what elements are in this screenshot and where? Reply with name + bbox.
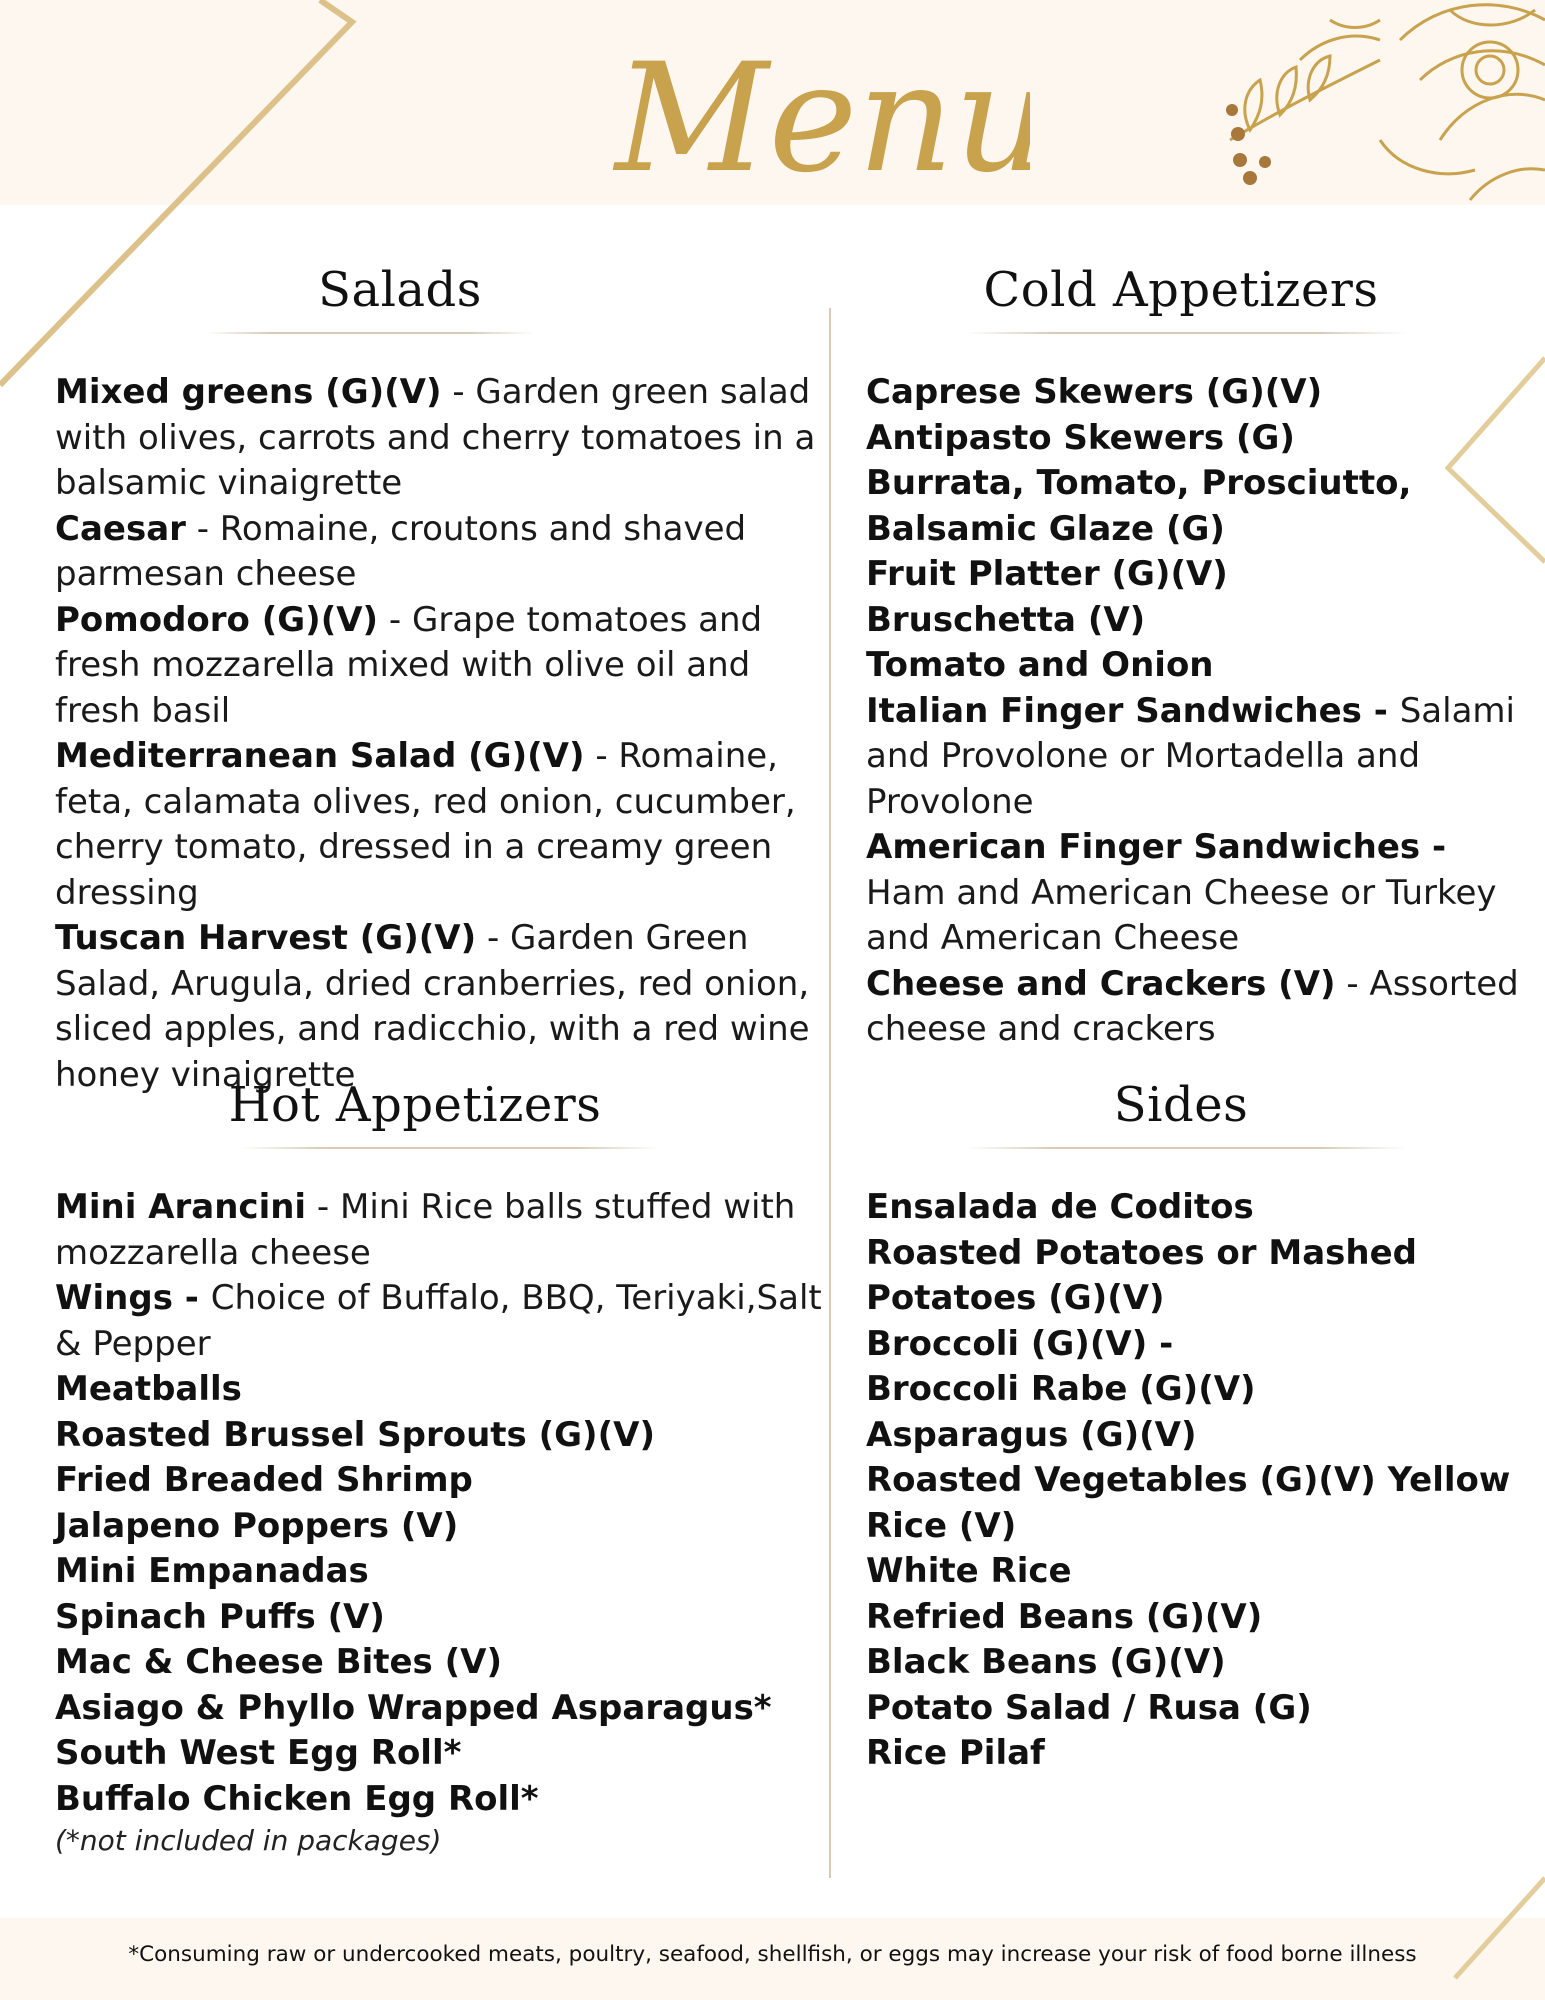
menu-item-name: Italian Finger Sandwiches - [866,690,1400,731]
menu-item-name: Mediterranean Salad (G)(V) [55,736,585,776]
menu-item [866,1549,1526,1595]
menu-item [55,1458,825,1504]
menu-item-name: Caesar [55,508,186,549]
menu-item [55,1595,825,1641]
hot-appetizers-list [55,1185,825,1822]
menu-item [866,643,1526,689]
menu-item [866,1640,1526,1686]
menu-item [866,416,1526,462]
menu-item-description: - Mini Rice balls stuffed with mozzarella cheese [55,1187,796,1273]
menu-item [55,598,825,735]
menu-title [610,30,1030,280]
menu-item [55,1413,825,1459]
menu-item-name: Jalapeno Poppers (V) [55,1505,459,1546]
cold-appetizers-list [866,370,1526,1053]
menu-item [55,1640,825,1686]
menu-item-name: Roasted Vegetables (G)(V) Yellow Rice (V) [866,1460,1511,1546]
menu-item-description: - Romaine, feta, calamata olives, red onion, cucumber, cherry tomato, dressed in a creamy green dressing [55,736,796,913]
menu-item [866,1413,1526,1459]
section-heading: Cold Appetizers [983,262,1379,318]
menu-item-name: Tomato and Onion [866,645,1214,685]
menu-item-name: Tuscan Harvest (G)(V) [55,918,477,958]
menu-item-name: Fried Breaded Shrimp [55,1460,473,1500]
menu-item-description: Salami and Provolone or Mortadella and Provolone [866,690,1515,822]
menu-item-name: Mac & Cheese Bites (V) [55,1642,503,1682]
menu-item [866,1231,1526,1322]
food-safety-disclaimer: *Consuming raw or undercooked meats, poultry, seafood, shellfish, or eggs may increase your risk of food borne illness [128,1942,1417,1967]
menu-item-name: Spinach Puffs (V) [55,1596,385,1637]
menu-item-description: - Grape tomatoes and fresh mozzarella mixed with olive oil and fresh basil [55,599,763,731]
menu-item [55,1185,825,1276]
menu-item-description: - Garden Green Salad, Arugula, dried cranberries, red onion, sliced apples, and radicchio, with a red wine honey vinaigrette [55,918,810,1095]
menu-item [55,507,825,598]
menu-item [866,1322,1526,1368]
menu-item-name: Fruit Platter (G)(V) [866,554,1228,594]
menu-item-name: Cheese and Crackers (V) [866,963,1336,1004]
menu-item-name: Roasted Brussel Sprouts (G)(V) [55,1414,655,1455]
menu-item-name: Pomodoro (G)(V) [55,599,379,640]
menu-item [866,1367,1526,1413]
menu-item-name: Mini Empanadas [55,1551,369,1591]
menu-item-name: Asparagus (G)(V) [866,1414,1197,1455]
menu-item-name: Mixed greens (G)(V) [55,372,442,412]
menu-script-lettering [610,30,1030,280]
menu-item-name: Asiago & Phyllo Wrapped Asparagus* [55,1687,772,1728]
sides-list [866,1185,1526,1777]
menu-item-description: Ham and American Cheese or Turkey and American Cheese [866,872,1497,958]
menu-item-name: South West Egg Roll* [55,1733,462,1773]
menu-item-name: Meatballs [55,1369,242,1409]
menu-item [55,916,825,1098]
menu-item [866,552,1526,598]
section-heading: Sides [1113,1077,1249,1133]
menu-item-description: - Romaine, croutons and shaved parmesan cheese [55,508,747,594]
menu-item [866,370,1526,416]
menu-item [866,689,1526,826]
menu-item [55,1504,825,1550]
menu-item [866,962,1526,1053]
floral-ornament-icon [1226,5,1545,200]
salads-list [55,370,825,1098]
menu-item [55,1686,825,1732]
menu-item-name: Mini Arancini [55,1187,307,1227]
svg-text:Menu: Menu [615,32,1030,206]
menu-item [55,1367,825,1413]
menu-item [866,825,1526,962]
menu-item-name: Broccoli Rabe (G)(V) [866,1369,1256,1409]
menu-item [866,1595,1526,1641]
heading-rule [966,1147,1406,1149]
menu-item-name: Buffalo Chicken Egg Roll* [55,1778,539,1819]
heading-rule [240,1147,660,1149]
menu-item-description: - Garden green salad with olives, carrots and cherry tomatoes in a balsamic vinaigrette [55,372,816,503]
heading-rule [205,332,535,334]
section-cold-appetizers [866,262,1526,1053]
menu-item [866,1686,1526,1732]
menu-item [866,1458,1526,1549]
menu-item-name: Ensalada de Coditos [866,1187,1254,1227]
menu-item [866,1731,1526,1777]
menu-item-name: American Finger Sandwiches - [866,827,1447,867]
menu-item-name: Broccoli (G)(V) - [866,1323,1174,1364]
menu-item-name: Refried Beans (G)(V) [866,1596,1263,1637]
menu-item-name: Rice Pilaf [866,1733,1045,1773]
menu-item-name: Potato Salad / Rusa (G) [866,1687,1312,1728]
menu-item [55,1276,825,1367]
menu-item [55,370,825,507]
menu-item [866,598,1526,644]
heading-rule [966,332,1406,334]
menu-item-name: Bruschetta (V) [866,599,1146,640]
menu-item-name: Black Beans (G)(V) [866,1642,1226,1682]
menu-item-name: Caprese Skewers (G)(V) [866,372,1323,412]
section-sides [866,1077,1526,1777]
menu-item-name: Burrata, Tomato, Prosciutto, Balsamic Glaze (G) [866,463,1412,549]
menu-item-description: Choice of Buffalo, BBQ, Teriyaki,Salt & Pepper [55,1278,822,1364]
menu-item-description: - Assorted cheese and crackers [866,963,1519,1049]
packages-note: (*not included in packages) [55,1824,442,1857]
section-heading: Salads [318,262,482,318]
menu-item-name: White Rice [866,1551,1072,1591]
column-divider [829,308,831,1878]
menu-item [866,461,1526,552]
menu-item-name: Antipasto Skewers (G) [866,417,1295,458]
section-heading: Hot Appetizers [228,1077,602,1133]
menu-item [55,1731,825,1777]
menu-item-name: Roasted Potatoes or Mashed Potatoes (G)(V) [866,1232,1418,1318]
menu-item [55,1777,825,1823]
menu-item-name: Wings - [55,1278,211,1318]
section-hot-appetizers [55,1077,825,1860]
menu-item [55,1549,825,1595]
section-salads [55,262,825,1098]
menu-item [866,1185,1526,1231]
menu-item [55,734,825,916]
